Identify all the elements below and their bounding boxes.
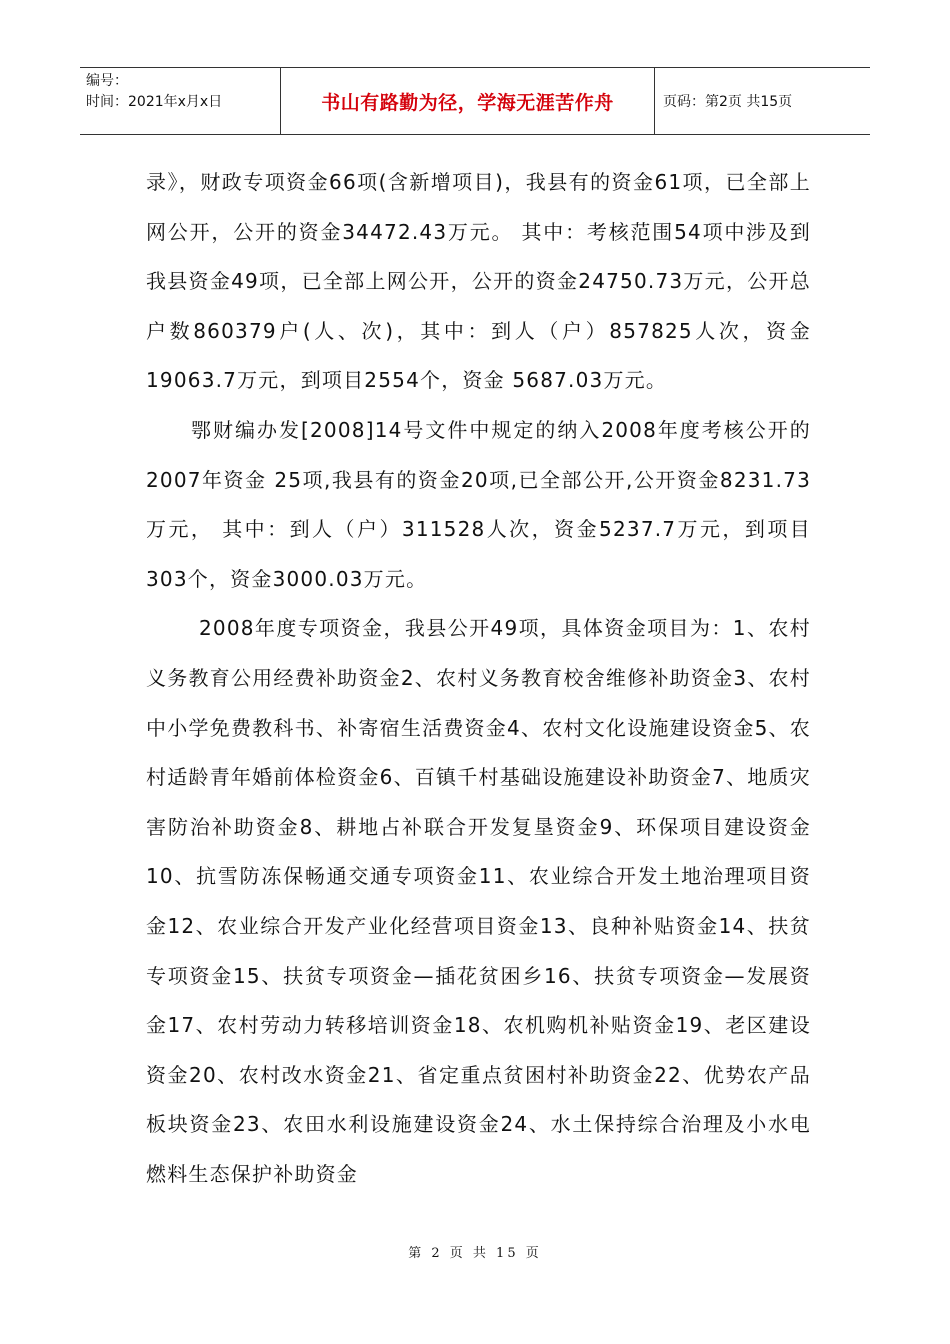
number-label: 编号： bbox=[86, 73, 128, 89]
paragraph-1: 录》，财政专项资金66项(含新增项目)，我县有的资金61项，已全部上网公开，公开的资金34472.43万元。 其中：考核范围54项中涉及到我县资金49项，已全部上网公开，公开的资金24750.73万元，公开总户数860379户(人、次)，其中：到人（户）857825人次，资金19063.7万元，到项目2554个，资金 5687.03万元。 bbox=[146, 170, 811, 393]
page-footer: 第 2 页 共 15 页 bbox=[408, 1246, 542, 1261]
paragraph-3: 2008年度专项资金，我县公开49项，具体资金项目为：1、农村义务教育公用经费补助资金2、农村义务教育校舍维修补助资金3、农村中小学免费教科书、补寄宿生活费资金4、农村文化设施建设资金5、农村适龄青年婚前体检资金6、百镇千村基础设施建设补助资金7、地质灾害防治补助资金8、耕地占补联合开发复垦资金9、环保项目建设资金10、抗雪防冻保畅通交通专项资金11、农业综合开发土地治理项目资金12、农业综合开发产业化经营项目资金13、良种补贴资金14、扶贫专项资金15、扶贫专项资金—插花贫困乡16、扶贫专项资金—发展资金17、农村劳动力转移培训资金18、农机购机补贴资金19、老区建设资金20、农村改水资金21、省定重点贫困村补助资金22、优势农产品板块资金23、农田水利设施建设资金24、水土保持综合治理及小水电燃料生态保护补助资金 bbox=[146, 616, 811, 1186]
document-body bbox=[146, 158, 811, 1199]
page-header bbox=[80, 67, 870, 135]
date-label: 时间：2021年x月x日 bbox=[86, 94, 223, 110]
header-motto: 书山有路勤为径，学海无涯苦作舟 bbox=[281, 68, 655, 134]
header-page-label: 页码：第2页 共15页 bbox=[663, 94, 793, 110]
paragraph-2: 鄂财编办发[2008]14号文件中规定的纳入2008年度考核公开的2007年资金 25项,我县有的资金20项,已全部公开,公开资金8231.73万元， 其中：到人（户）311528人次，资金5237.7万元，到项目303个，资金3000.03万元。 bbox=[146, 417, 811, 591]
header-meta bbox=[80, 68, 281, 134]
